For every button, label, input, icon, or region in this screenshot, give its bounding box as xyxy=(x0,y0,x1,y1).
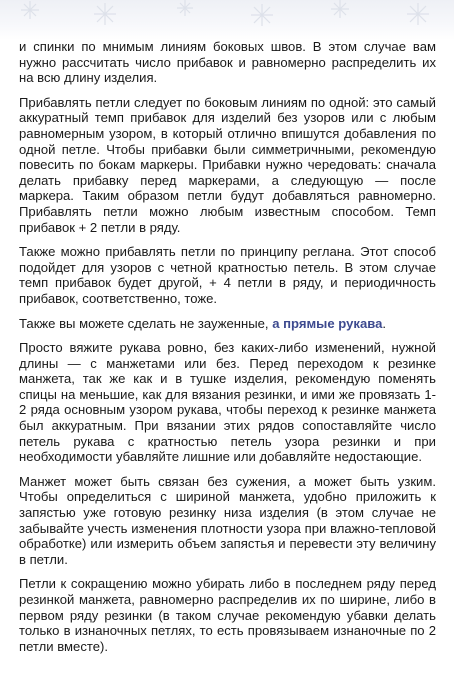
top-ornament-band xyxy=(0,0,454,40)
paragraph-2: Прибавлять петли следует по боковым линиям по одной: это самый аккуратный темп прибавок для изделий без узоров или с любым равномерным узором, в который отлично впишутся добавления по одной петле. Чтобы прибавки были симметричными, рекомендую повесить по бокам маркеры. Прибавки нужно чередовать: сначала делать прибавку перед маркерами, а следующую — после маркера. Таким образом петли будут добавляться равномерно. Прибавлять петли можно любым известным способом. Темп прибавок + 2 петли в ряду. xyxy=(19,94,436,235)
paragraph-3: Также можно прибавлять петли по принципу реглана. Этот способ подойдет для узоров с четной кратностью петель. В этом случае темп прибавок будет другой, + 4 петли в ряду, и периодичность прибавок, соответственно, тоже. xyxy=(19,244,436,306)
paragraph-4-end: . xyxy=(382,315,387,331)
straight-sleeves-link[interactable]: а прямые рукава xyxy=(272,315,383,331)
paragraph-4 xyxy=(19,316,436,332)
article-body xyxy=(19,39,436,663)
paragraph-6: Манжет может быть связан без сужения, а может быть узким. Чтобы определиться с шириной манжета, удобно приложить к запястью уже готовую резинку низа изделия (в этом случае не забывайте учесть изменения плотности узора при влажно-тепловой обработке) или измерить объем запястья и перевести эту величину в петли. xyxy=(19,473,436,567)
paragraph-1: и спинки по мнимым линиям боковых швов. В этом случае вам нужно рассчитать число прибавок и равномерно распределить их на всю длину изделия. xyxy=(19,39,436,86)
paragraph-4-text: Также вы можете сделать не зауженные, xyxy=(19,315,273,331)
paragraph-5: Просто вяжите рукава ровно, без каких-либо изменений, нужной длины — с манжетами или без. Перед переходом к резинке манжета, так же как и в тушке изделия, рекомендую поменять спицы на меньшие, как для вязания резинки, и ими же провязать 1-2 ряда основным узором рукава, чтобы переход к резинке манжета был аккуратным. При вязании этих рядов сопоставляйте число петель рукава с кратностью петель узора резинки и при необходимости убавляйте лишние или добавляйте недостающие. xyxy=(19,340,436,465)
snowflake-pattern-icon xyxy=(0,0,454,40)
paragraph-7: Петли к сокращению можно убирать либо в последнем ряду перед резинкой манжета, равномерно распределив их по ширине, либо в первом ряду резинки (в таком случае рекомендую убавки делать только в изнаночных петлях, то есть провязываем изнаночные по 2 петли вместе). xyxy=(19,576,436,654)
